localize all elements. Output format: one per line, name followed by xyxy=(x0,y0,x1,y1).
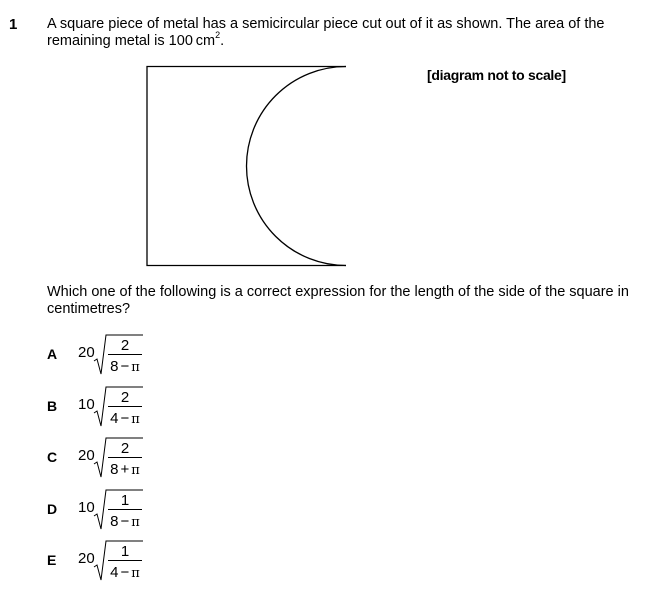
question-text-end: . xyxy=(220,33,225,49)
fraction-numerator: 2 xyxy=(120,389,130,406)
radical-fraction xyxy=(94,334,144,378)
radical-fraction xyxy=(94,489,144,533)
fraction-denominator: 8 − π xyxy=(110,358,140,375)
fraction-numerator: 1 xyxy=(120,492,130,509)
fraction-numerator: 2 xyxy=(120,440,130,457)
question-prompt: Which one of the following is a correct expression for the length of the side of the square in centimetres? xyxy=(47,284,629,317)
option-coefficient: 10 xyxy=(78,396,95,413)
question-number: 1 xyxy=(9,16,18,33)
fraction-denominator: 4 − π xyxy=(110,564,140,581)
question-text-main: A square piece of metal has a semicircular piece cut out of it as shown. The area of the remaining metal is 100 cm xyxy=(47,16,605,49)
semicircle-cutout xyxy=(247,67,347,266)
fraction-denominator: 8 − π xyxy=(110,513,140,530)
fraction-denominator: 8 + π xyxy=(110,461,140,478)
radical-fraction xyxy=(94,540,144,584)
square-semicircle-diagram xyxy=(140,60,355,272)
fraction-denominator: 4 − π xyxy=(110,410,140,427)
fraction-numerator: 2 xyxy=(120,337,130,354)
option-coefficient: 20 xyxy=(78,550,95,567)
fraction-numerator: 1 xyxy=(120,543,130,560)
question-text xyxy=(47,16,637,50)
radical-fraction xyxy=(94,386,144,430)
option-letter: A xyxy=(47,346,58,362)
option-letter: C xyxy=(47,449,58,465)
radical-fraction xyxy=(94,437,144,481)
option-coefficient: 20 xyxy=(78,447,95,464)
option-letter: B xyxy=(47,398,58,414)
option-letter: D xyxy=(47,501,58,517)
option-coefficient: 10 xyxy=(78,499,95,516)
squared-superscript: 2 xyxy=(215,30,221,41)
option-coefficient: 20 xyxy=(78,344,95,361)
option-letter: E xyxy=(47,552,57,568)
diagram-note: [diagram not to scale] xyxy=(427,67,566,83)
